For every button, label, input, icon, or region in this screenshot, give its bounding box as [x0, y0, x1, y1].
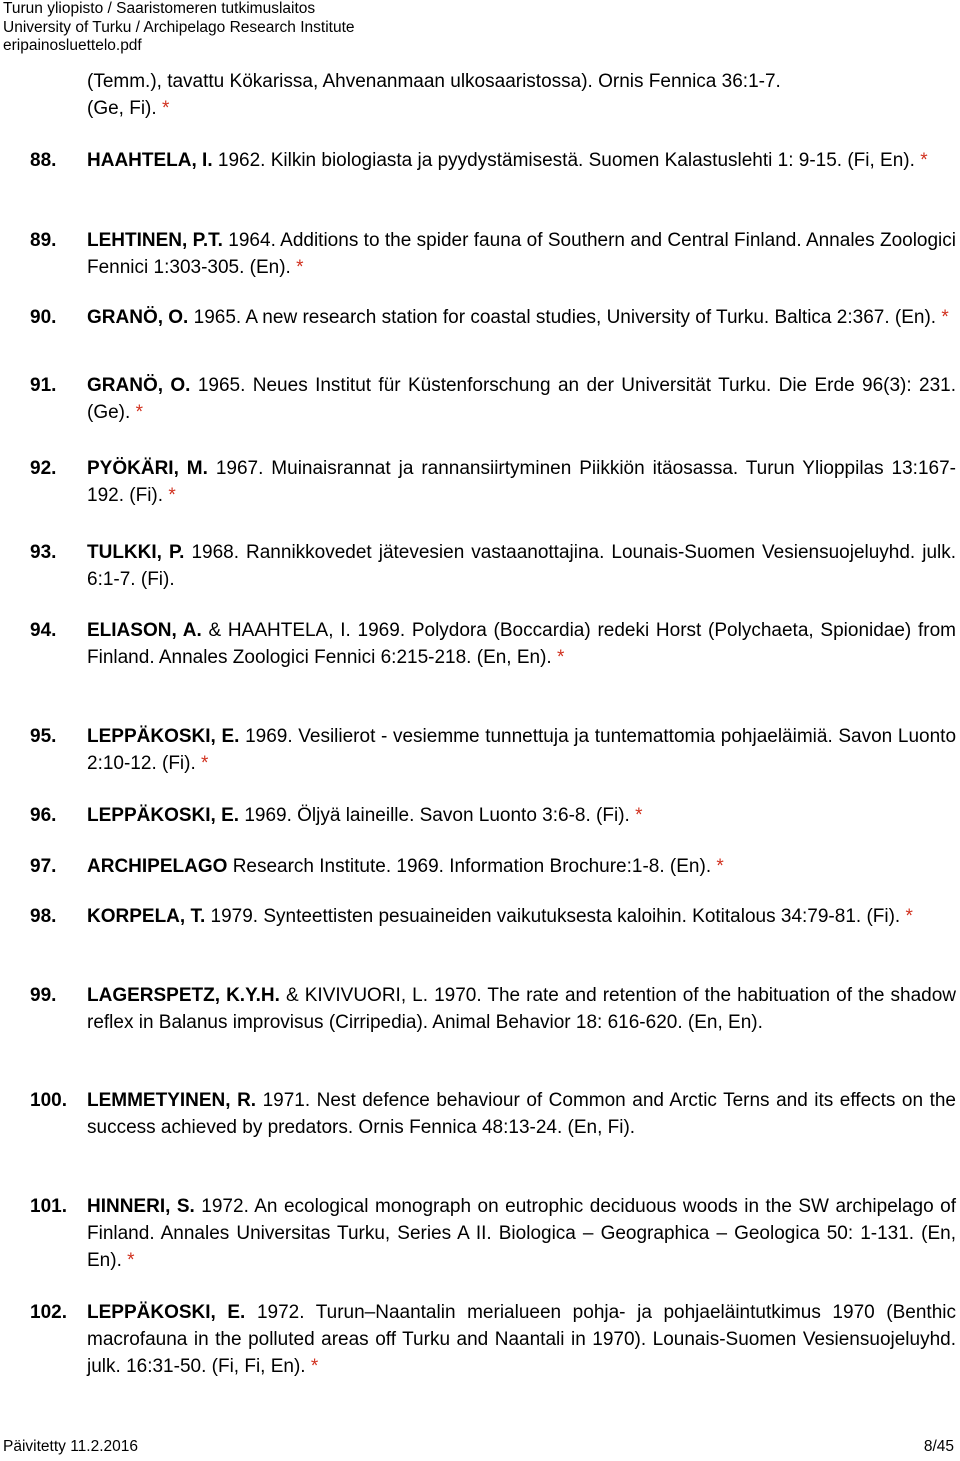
entry-author: ARCHIPELAGO — [87, 856, 228, 877]
entry-author: GRANÖ, O. — [87, 307, 189, 328]
entry-text: 1965. Neues Institut für Küstenforschung an der Universität Turku. Die Erde 96(3): 231. (Ge). — [87, 375, 957, 423]
updated-date: Päivitetty 11.2.2016 — [3, 1438, 138, 1455]
reprint-marker: * — [920, 150, 928, 171]
entry-number: 92. — [30, 458, 57, 479]
header-institution-fi: Turun yliopisto / Saaristomeren tutkimuslaitos — [3, 0, 316, 17]
entry-number: 91. — [30, 375, 57, 396]
entry-citation — [87, 227, 956, 281]
entry-citation — [87, 539, 956, 593]
entry-number: 94. — [30, 620, 57, 641]
entry-text: 1968. Rannikkovedet jätevesien vastaanottajina. Lounais-Suomen Vesiensuojeluyhd. julk. 6:1-7. (Fi). — [87, 542, 957, 590]
entry-citation — [87, 903, 956, 930]
entry-text: 1965. A new research station for coastal studies, University of Turku. Baltica 2:367. (En). — [193, 307, 937, 328]
entry-number: 102. — [30, 1302, 67, 1323]
reprint-marker: * — [557, 647, 565, 668]
entry-number: 93. — [30, 542, 57, 563]
entry-author: KORPELA, T. — [87, 906, 206, 927]
entry-author: LEPPÄKOSKI, E. — [87, 1302, 246, 1323]
reprint-marker: * — [135, 402, 143, 423]
page-header — [3, 0, 355, 56]
entry-number: 101. — [30, 1196, 67, 1217]
entry-number: 90. — [30, 307, 57, 328]
entry-number: 99. — [30, 985, 57, 1006]
entry-citation — [87, 853, 956, 880]
entry-text: 1971. Nest defence behaviour of Common and Arctic Terns and its effects on the success achieved by predators. Ornis Fennica 48:13-24. (En, Fi). — [87, 1090, 956, 1138]
entry-number: 95. — [30, 726, 57, 747]
entry-citation — [87, 802, 956, 829]
reprint-marker: * — [201, 753, 209, 774]
entry-text: 1969. Öljyä laineille. Savon Luonto 3:6-8. (Fi). — [244, 805, 630, 826]
page-footer — [3, 1438, 954, 1456]
entry-citation — [87, 1087, 956, 1141]
entry-text: & KIVIVUORI, L. 1970. The rate and retention of the habituation of the shadow reflex in Balanus improvisus (Cirripedia). Animal Behavior 18: 616-620. (En, En). — [87, 985, 957, 1033]
entry-text: Research Institute. 1969. Information Brochure:1-8. (En). — [232, 856, 712, 877]
entry-author: ELIASON, A. — [87, 620, 202, 641]
entry-text: 1967. Muinaisrannat ja rannansiirtyminen Piikkiön itäosassa. Turun Ylioppilas 13:167-192. (Fi). — [87, 458, 956, 506]
entry-citation — [87, 147, 956, 174]
continued-entry-line1: (Temm.), tavattu Kökarissa, Ahvenanmaan ulkosaaristossa). Ornis Fennica 36:1-7. — [87, 71, 781, 92]
entry-citation — [87, 617, 956, 671]
entry-citation — [87, 304, 956, 331]
entry-text: 1964. Additions to the spider fauna of Southern and Central Finland. Annales Zoologici Fennici 1:303-305. (En). — [87, 230, 957, 278]
reprint-marker: * — [168, 485, 176, 506]
entry-number: 89. — [30, 230, 57, 251]
entry-author: PYÖKÄRI, M. — [87, 458, 208, 479]
entry-number: 100. — [30, 1090, 67, 1111]
entry-author: HINNERI, S. — [87, 1196, 195, 1217]
entry-text: 1969. Vesilierot - vesiemme tunnettuja ja tuntemattomia pohjaeläimiä. Savon Luonto 2:10-12. (Fi). — [87, 726, 957, 774]
entry-citation — [87, 455, 956, 509]
entry-author: LEPPÄKOSKI, E. — [87, 805, 240, 826]
header-institution-en: University of Turku / Archipelago Research Institute — [3, 18, 355, 36]
entry-author: LEMMETYINEN, R. — [87, 1090, 257, 1111]
entry-author: HAAHTELA, I. — [87, 150, 213, 171]
reprint-marker: * — [161, 98, 170, 119]
reprint-marker: * — [905, 906, 913, 927]
entry-text: 1962. Kilkin biologiasta ja pyydystämisestä. Suomen Kalastuslehti 1: 9-15. (Fi, En). — [217, 150, 915, 171]
entry-text: 1972. Turun–Naantalin merialueen pohja- ja pohjaeläintutkimus 1970 (Benthic macrofauna in the polluted areas off Turku and Naantali in 1970). Lounais-Suomen Vesiensuojeluyhd. julk. 16:31-50. (Fi, Fi, En). — [87, 1302, 956, 1377]
entry-text: & HAAHTELA, I. 1969. Polydora (Boccardia) redeki Horst (Polychaeta, Spionidae) from Finland. Annales Zoologici Fennici 6:215-218. (En, En). — [87, 620, 956, 668]
reprint-marker: * — [941, 307, 949, 328]
entry-number: 97. — [30, 856, 57, 877]
reprint-marker: * — [296, 257, 304, 278]
entry-number: 96. — [30, 805, 57, 826]
entry-citation — [87, 1193, 956, 1274]
header-filename: eripainosluettelo.pdf — [3, 37, 142, 54]
entry-author: GRANÖ, O. — [87, 375, 191, 396]
continued-entry-line2: (Ge, Fi). — [87, 98, 157, 119]
reprint-marker: * — [310, 1356, 319, 1377]
reprint-marker: * — [635, 805, 643, 826]
entry-text: 1979. Synteettisten pesuaineiden vaikutuksesta kaloihin. Kotitalous 34:79-81. (Fi). — [210, 906, 901, 927]
reprint-marker: * — [127, 1250, 135, 1271]
reprint-marker: * — [716, 856, 724, 877]
entry-number: 98. — [30, 906, 57, 927]
entry-author: LEHTINEN, P.T. — [87, 230, 223, 251]
entry-author: LEPPÄKOSKI, E. — [87, 726, 240, 747]
entry-author: TULKKI, P. — [87, 542, 185, 563]
entry-number: 88. — [30, 150, 57, 171]
entry-citation — [87, 372, 956, 426]
page-number: 8/45 — [923, 1438, 954, 1455]
entry-citation — [87, 723, 956, 777]
entry-author: LAGERSPETZ, K.Y.H. — [87, 985, 280, 1006]
entry-text: 1972. An ecological monograph on eutrophic deciduous woods in the SW archipelago of Finland. Annales Universitas Turku, Series A II. Biologica – Geographica – Geologica 50: 1-131. (En, En). — [87, 1196, 957, 1271]
entry-citation — [87, 982, 956, 1036]
entry-citation — [87, 1299, 956, 1380]
